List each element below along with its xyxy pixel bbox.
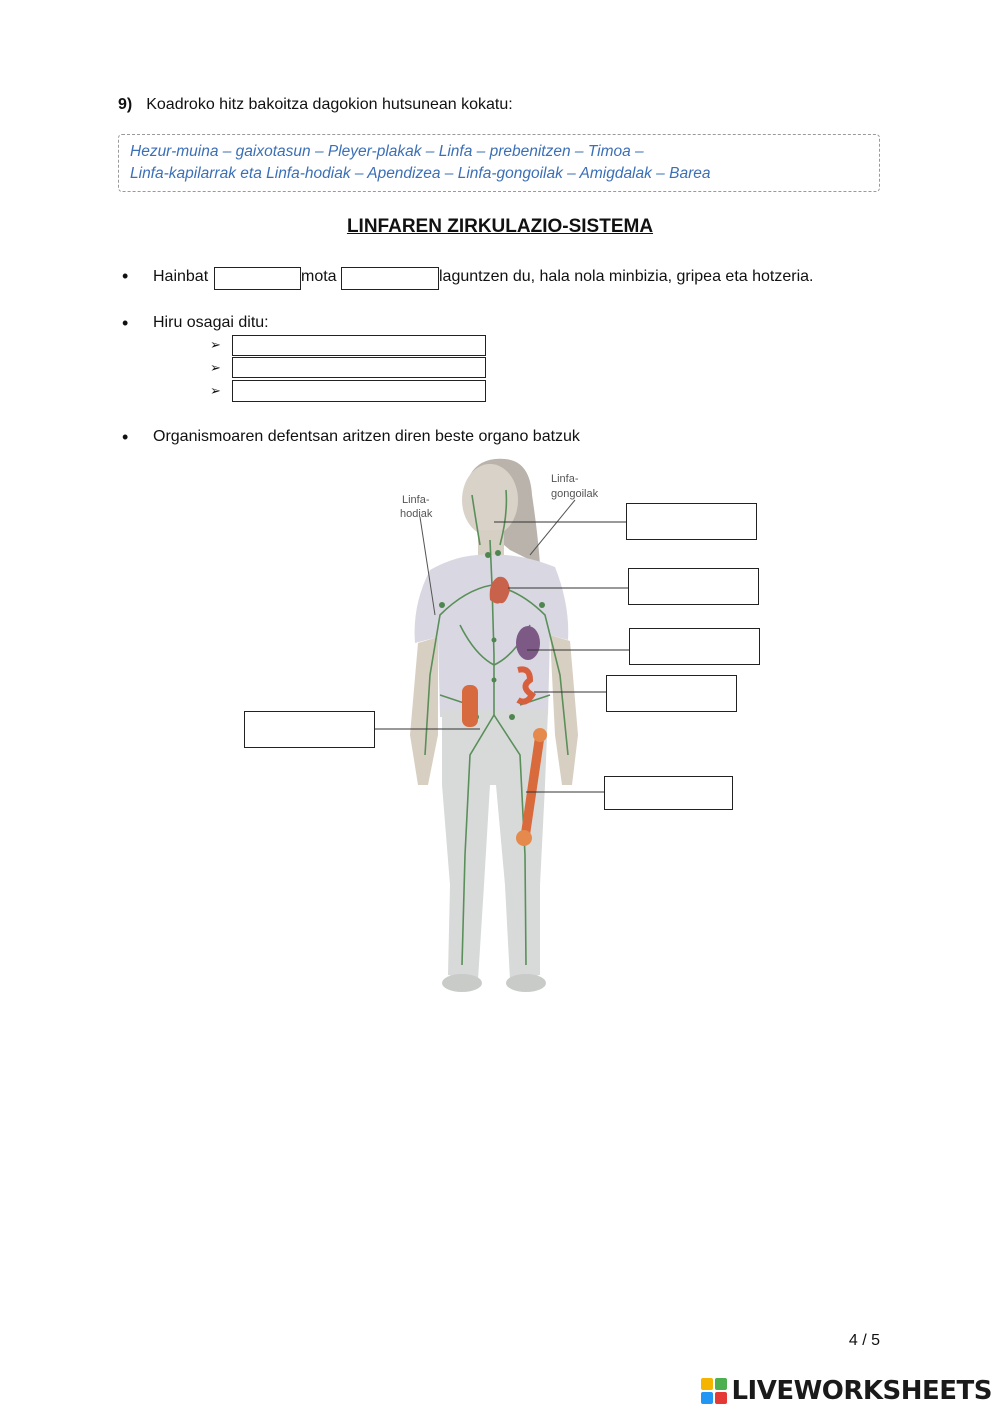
label-linfa-hodiak-1: Linfa- <box>402 494 430 506</box>
question <box>118 96 513 114</box>
lymphatic-system-figure <box>380 455 620 1000</box>
answer-box-1[interactable] <box>626 503 757 540</box>
logo-grid-icon <box>701 1378 727 1404</box>
page-number: 4 / 5 <box>848 1332 880 1349</box>
bullet-dot: • <box>122 427 129 447</box>
arrow-icon: ➢ <box>210 383 221 398</box>
bullet1-part2: mota <box>301 268 337 285</box>
word-bank-line-1: Hezur-muina – gaixotasun – Pleyer-plakak – Linfa – prebenitzen – Timoa – <box>130 143 644 160</box>
label-linfa-hodiak-2: hodiak <box>400 508 433 520</box>
liveworksheets-logo <box>701 1376 992 1406</box>
blank-input-1[interactable] <box>214 267 301 290</box>
label-linfa-gongoilak-2: gongoilak <box>551 488 599 500</box>
bullet1-part1: Hainbat <box>153 268 209 285</box>
answer-box-2[interactable] <box>628 568 759 605</box>
answer-box-4[interactable] <box>606 675 737 712</box>
blank-input-2[interactable] <box>341 267 439 290</box>
bullet2-text: Hiru osagai ditu: <box>153 314 269 331</box>
component-input-3[interactable] <box>232 380 486 402</box>
page-title: LINFAREN ZIRKULAZIO-SISTEMA <box>346 216 654 237</box>
bullet1-part3: laguntzen du, hala nola minbizia, gripea eta hotzeria. <box>439 268 814 285</box>
question-number: 9) <box>118 96 133 113</box>
component-input-1[interactable] <box>232 335 486 356</box>
component-input-2[interactable] <box>232 357 486 378</box>
logo-text: LIVEWORKSHEETS <box>731 1376 992 1406</box>
bullet-dot: • <box>122 313 129 333</box>
word-bank-line-2: Linfa-kapilarrak eta Linfa-hodiak – Apendizea – Linfa-gongoilak – Amigdalak – Barea <box>130 165 711 182</box>
question-instruction: Koadroko hitz bakoitza dagokion hutsunean kokatu: <box>146 96 513 113</box>
bullet-dot: • <box>122 266 129 286</box>
arrow-icon: ➢ <box>210 360 221 375</box>
bullet3-text: Organismoaren defentsan aritzen diren beste organo batzuk <box>153 428 580 445</box>
label-linfa-gongoilak-1: Linfa- <box>551 473 579 485</box>
answer-box-6[interactable] <box>604 776 733 810</box>
answer-box-3[interactable] <box>629 628 760 665</box>
answer-box-5[interactable] <box>244 711 375 748</box>
arrow-icon: ➢ <box>210 337 221 352</box>
